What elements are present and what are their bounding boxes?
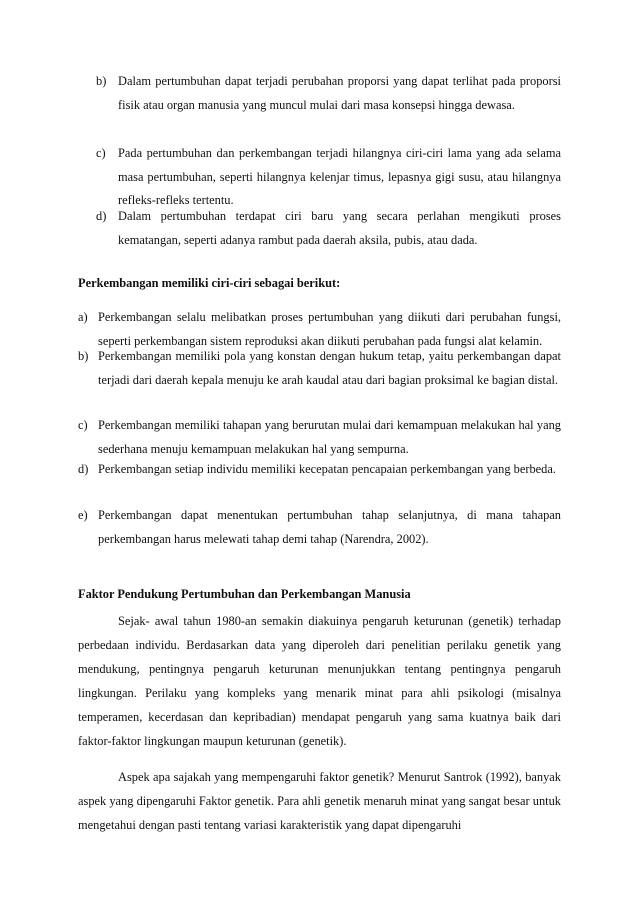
list-marker: a) xyxy=(78,310,88,324)
list-marker: b) xyxy=(78,349,89,363)
list-item-perkembangan-e xyxy=(78,504,561,551)
list-text: Dalam pertumbuhan terdapat ciri baru yang secara perlahan mengikuti proses kematangan, seperti adanya rambut pada daerah aksila, pubis, atau dada. xyxy=(118,209,561,247)
list-text: Perkembangan memiliki tahapan yang berurutan mulai dari kemampuan melakukan hal yang sederhana menuju kemampuan melakukan hal yang sempurna. xyxy=(98,418,561,456)
list-marker: d) xyxy=(78,462,89,476)
section-heading-faktor: Faktor Pendukung Pertumbuhan dan Perkembangan Manusia xyxy=(78,587,411,601)
list-marker: c) xyxy=(78,418,88,432)
list-marker: c) xyxy=(96,146,106,160)
list-text: Perkembangan selalu melibatkan proses pertumbuhan yang diikuti dari perubahan fungsi, seperti perkembangan sistem reproduksi akan diikuti perubahan pada fungsi alat kelamin. xyxy=(98,310,561,348)
list-item-perkembangan-d xyxy=(78,458,561,482)
list-text: Pada pertumbuhan dan perkembangan terjadi hilangnya ciri-ciri lama yang ada selama masa pertumbuhan, seperti hilangnya kelenjar timus, lepasnya gigi susu, atau hilangnya refleks-refleks tertentu. xyxy=(118,146,561,207)
list-text: Perkembangan memiliki pola yang konstan dengan hukum tetap, yaitu perkembangan dapat terjadi dari daerah kepala menuju ke arah kaudal atau dari bagian proksimal ke bagian distal. xyxy=(98,349,561,387)
section-heading-ciri: Perkembangan memiliki ciri-ciri sebagai berikut: xyxy=(78,276,341,290)
list-marker: b) xyxy=(96,74,107,88)
list-item-pertumbuhan-b xyxy=(96,70,561,117)
list-text: Perkembangan setiap individu memiliki kecepatan pencapaian perkembangan yang berbeda. xyxy=(98,462,556,476)
body-paragraph-2: Aspek apa sajakah yang mempengaruhi faktor genetik? Menurut Santrok (1992), banyak aspek yang dipengaruhi Faktor genetik. Para ahli genetik menaruh minat yang sangat besar untuk mengetahui dengan pasti tentang variasi karakteristik yang dapat dipengaruhi xyxy=(78,770,561,832)
list-text: Dalam pertumbuhan dapat terjadi perubahan proporsi yang dapat terlihat pada proporsi fisik atau organ manusia yang muncul mulai dari masa konsepsi hingga dewasa. xyxy=(118,74,561,112)
list-item-perkembangan-b xyxy=(78,345,561,392)
list-marker: d) xyxy=(96,209,107,223)
list-marker: e) xyxy=(78,508,88,522)
list-item-pertumbuhan-d xyxy=(96,205,561,252)
list-item-pertumbuhan-c xyxy=(96,142,561,213)
body-paragraph-1: Sejak- awal tahun 1980-an semakin diakuinya pengaruh keturunan (genetik) terhadap perbedaan individu. Berdasarkan data yang diperoleh dari penelitian perilaku genetik yang mendukung, pentingnya pengaruh keturunan menunjukkan tentang pentingnya pengaruh lingkungan. Perilaku yang kompleks yang menarik minat para ahli psikologi (misalnya temperamen, kecerdasan dan kepribadian) mendapat pengaruh yang sama kuatnya baik dari faktor-faktor lingkungan maupun keturunan (genetik). xyxy=(78,614,561,748)
list-item-perkembangan-c xyxy=(78,414,561,461)
list-text: Perkembangan dapat menentukan pertumbuhan tahap selanjutnya, di mana tahapan perkembangan harus melewati tahap demi tahap (Narendra, 2002). xyxy=(98,508,561,546)
